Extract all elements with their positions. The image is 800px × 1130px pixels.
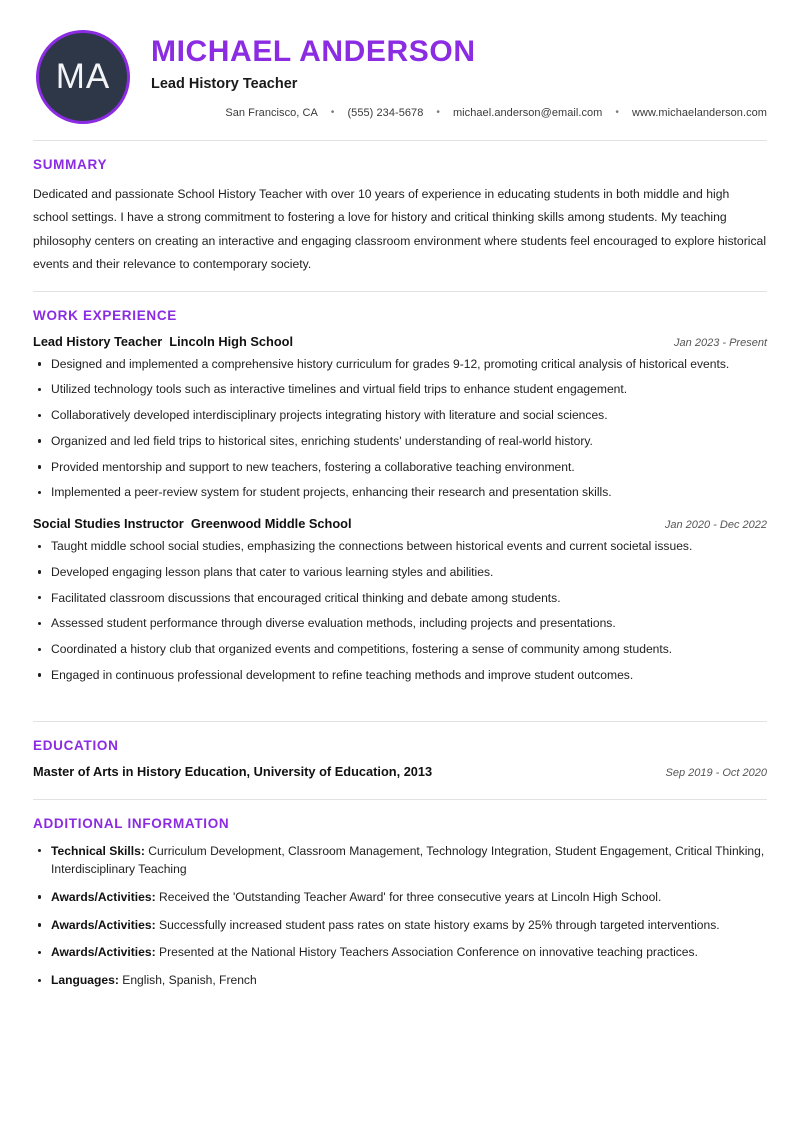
experience-entry-header	[33, 516, 767, 531]
experience-entry	[33, 334, 767, 502]
contact-location: San Francisco, CA	[225, 107, 318, 120]
headline: Lead History Teacher	[151, 76, 298, 93]
list-item: Implemented a peer-review system for student projects, enhancing their research and presentation skills.	[33, 483, 767, 502]
item-label: Awards/Activities:	[51, 945, 156, 960]
section-title-summary: SUMMARY	[33, 157, 108, 172]
experience-date: Jan 2020 - Dec 2022	[664, 519, 767, 532]
item-label: Awards/Activities:	[51, 889, 156, 904]
section-work-experience	[33, 292, 767, 715]
contact-phone[interactable]: (555) 234-5678	[347, 107, 424, 120]
additional-information-list	[33, 842, 767, 990]
page-title: MICHAEL ANDERSON	[151, 34, 476, 68]
avatar	[36, 30, 130, 124]
list-item: Provided mentorship and support to new teachers, fostering a collaborative teaching environment.	[33, 458, 767, 477]
avatar-initials: MA	[55, 57, 111, 96]
item-value: Presented at the National History Teachers Association Conference on innovative teaching practices.	[159, 945, 698, 960]
item-label: Languages:	[51, 973, 119, 988]
experience-bullets	[33, 537, 767, 684]
list-item: Taught middle school social studies, emphasizing the connections between historical events and current societal issues.	[33, 537, 767, 556]
list-item: Assessed student performance through diverse evaluation methods, including projects and presentations.	[33, 614, 767, 633]
section-title-work-experience: WORK EXPERIENCE	[33, 307, 178, 323]
item-value: Successfully increased student pass rates on state history exams by 25% through targeted interventions.	[159, 917, 720, 932]
list-item: Utilized technology tools such as interactive timelines and virtual field trips to enhance student engagement.	[33, 380, 767, 399]
list-item: Facilitated classroom discussions that encouraged critical thinking and debate among students.	[33, 589, 767, 608]
section-education	[33, 722, 767, 799]
summary-text: Dedicated and passionate School History Teacher with over 10 years of experience in educating students in both middle and high school settings. I have a strong commitment to fostering a love for history and critical thinking skills among students. My teaching philosophy centers on creating an interactive and engaging classroom environment where students feel encouraged to explore historical events and their relevance to contemporary society.	[33, 187, 767, 272]
list-item	[33, 943, 767, 962]
list-item: Organized and led field trips to historical sites, enriching students' understanding of real-world history.	[33, 432, 767, 451]
list-item: Collaboratively developed interdisciplinary projects integrating history with literature and social sciences.	[33, 406, 767, 425]
item-value: English, Spanish, French	[122, 973, 257, 988]
contact-separator-icon: •	[436, 107, 440, 119]
list-item: Developed engaging lesson plans that cater to various learning styles and abilities.	[33, 563, 767, 582]
contact-line	[151, 107, 767, 119]
resume-header	[33, 0, 767, 140]
list-item	[33, 916, 767, 935]
list-item: Designed and implemented a comprehensive history curriculum for grades 9-12, promoting critical analysis of historical events.	[33, 355, 767, 374]
list-item	[33, 842, 767, 879]
experience-date: Jan 2023 - Present	[674, 336, 767, 349]
list-item	[33, 888, 767, 907]
education-entry	[33, 764, 767, 779]
experience-title: Lead History Teacher Lincoln High School	[33, 333, 294, 349]
section-title-education: EDUCATION	[33, 737, 119, 753]
experience-entry-header	[33, 334, 767, 349]
section-summary	[33, 141, 767, 277]
contact-separator-icon: •	[615, 107, 619, 119]
item-label: Awards/Activities:	[51, 917, 156, 932]
contact-separator-icon: •	[330, 107, 335, 119]
item-value: Curriculum Development, Classroom Management, Technology Integration, Student Engagement, Critical Thinking, Interdisciplinary Teaching	[51, 843, 765, 877]
education-date: Sep 2019 - Oct 2020	[665, 766, 767, 779]
section-title-additional-information: ADDITIONAL INFORMATION	[33, 815, 230, 831]
header-text-block	[151, 35, 767, 120]
list-item	[33, 971, 767, 990]
contact-website[interactable]: www.michaelanderson.com	[631, 107, 767, 120]
experience-title: Social Studies Instructor Greenwood Middle School	[33, 516, 352, 532]
list-item: Engaged in continuous professional development to refine teaching methods and improve student outcomes.	[33, 666, 767, 685]
contact-email[interactable]: michael.anderson@email.com	[452, 107, 603, 120]
experience-entry	[33, 516, 767, 714]
list-item: Coordinated a history club that organized events and competitions, fostering a sense of community among students.	[33, 640, 767, 659]
item-value: Received the 'Outstanding Teacher Award' for three consecutive years at Lincoln High School.	[159, 889, 662, 904]
item-label: Technical Skills:	[51, 843, 145, 858]
education-degree: Master of Arts in History Education, University of Education, 2013	[33, 763, 433, 779]
experience-bullets	[33, 355, 767, 502]
section-additional-information	[33, 800, 767, 990]
